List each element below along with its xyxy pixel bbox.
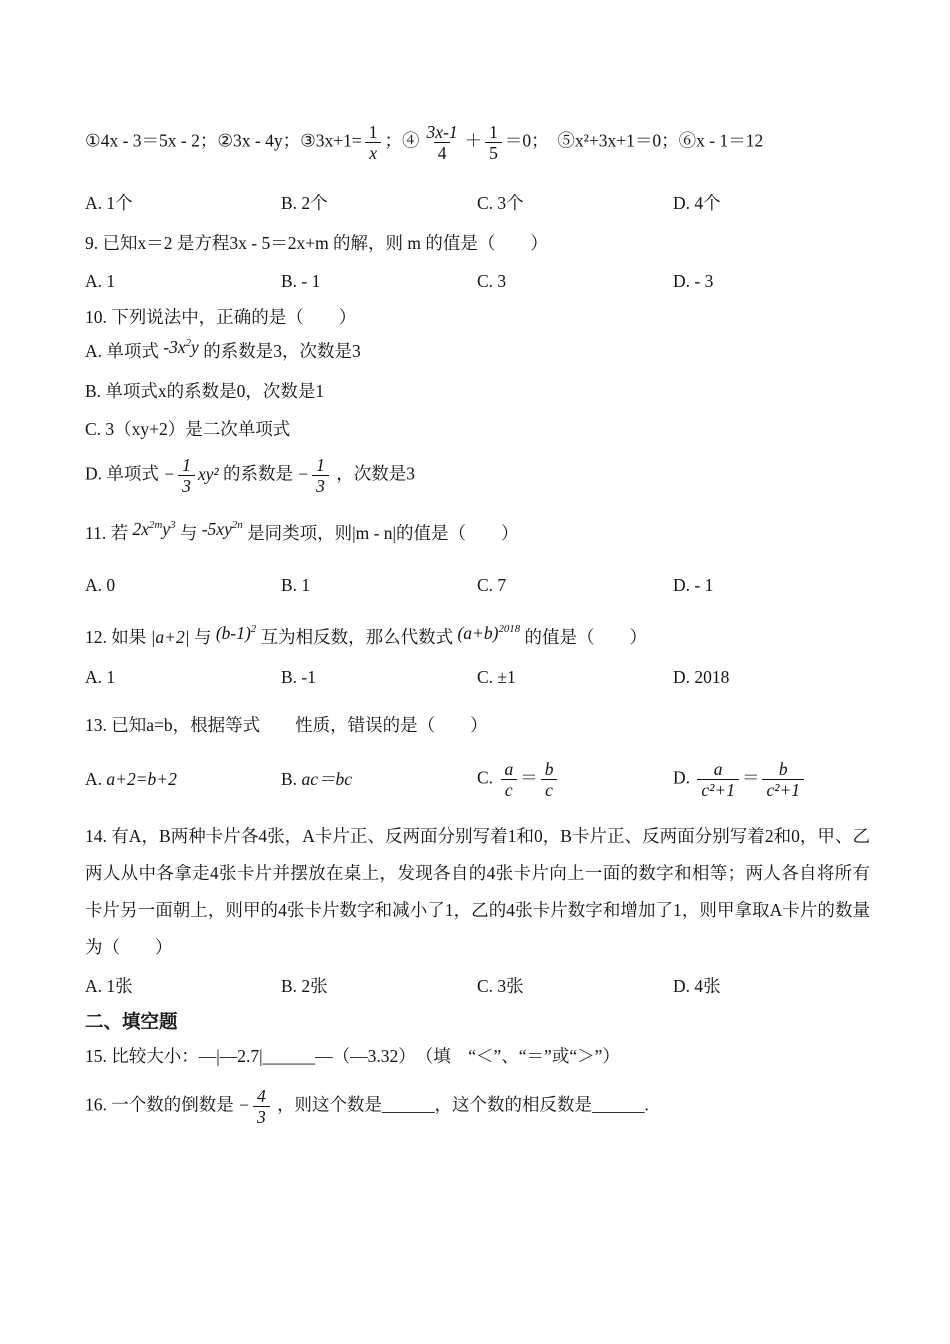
q8-equations-mid2: ＝0； — [504, 130, 558, 151]
question-12-stem — [85, 623, 870, 651]
q12-option-c: C. ±1 — [477, 666, 516, 687]
question-9-stem: 9. 已知x＝2 是方程3x - 5＝2x+m 的解，则 m 的值是（ ） — [85, 233, 548, 254]
question-14-options-row — [85, 972, 870, 1000]
question-12-options-row — [85, 663, 870, 691]
q13-option-a — [85, 765, 281, 793]
question-10-option-c: C. 3（xy+2）是二次单项式 — [85, 419, 291, 440]
equals-sign: ＝ — [520, 767, 538, 788]
q12-option-a: A. 1 — [85, 666, 116, 687]
q10d-suffix: ，次数是3 — [336, 463, 416, 484]
formula-base: (a+b) — [457, 622, 499, 643]
question-10-option-d — [85, 455, 870, 496]
option-label: D. — [673, 767, 695, 788]
fraction-4-over-3 — [253, 1086, 270, 1127]
q11-suffix: 是同类项，则|m - n|的值是（ ） — [247, 522, 519, 543]
section-2-heading: 二、填空题 — [85, 1011, 178, 1033]
q9-option-a: A. 1 — [85, 271, 116, 292]
fraction-1-over-3 — [312, 455, 329, 496]
q16-prefix: 16. 一个数的倒数是 — [85, 1094, 234, 1115]
q12-mid2: 互为相反数，那么代数式 — [260, 626, 454, 647]
question-10-option-a — [85, 337, 870, 365]
formula-neg-5xy2n — [202, 515, 243, 543]
formula-exponent: 3 — [170, 518, 176, 531]
q11-option-c: C. 7 — [477, 574, 507, 595]
q14-option-c: C. 3张 — [477, 976, 524, 997]
q10a-suffix: 的系数是3，次数是3 — [203, 341, 361, 362]
q9-option-b: B. - 1 — [281, 271, 321, 292]
formula-abs-a-plus-2: |a+2| — [150, 626, 190, 647]
q8-option-b: B. 2个 — [281, 193, 328, 214]
q8-option-a: A. 1个 — [85, 193, 133, 214]
q11-option-b: B. 1 — [281, 574, 311, 595]
minus-sign: − — [238, 1094, 250, 1115]
option-label: B. — [281, 769, 302, 790]
formula-exponent: 2n — [231, 518, 243, 531]
fraction-numerator: a — [504, 758, 514, 779]
fraction-denominator: c²+1 — [697, 779, 739, 800]
q9-option-c: C. 3 — [477, 271, 507, 292]
q14-option-d: D. 4张 — [673, 976, 721, 997]
q11-option-a: A. 0 — [85, 574, 116, 595]
question-11-options-row — [85, 571, 870, 599]
fraction-b-over-c — [541, 759, 558, 800]
formula-ac-bc: ac＝bc — [301, 769, 352, 790]
question-8-options-row — [85, 189, 870, 217]
formula-exponent: 2m — [149, 518, 163, 531]
fraction-denominator: 3 — [178, 475, 195, 496]
question-13-options-row — [85, 759, 870, 800]
fraction-denominator: c²+1 — [762, 779, 804, 800]
fraction-numerator: b — [778, 758, 788, 779]
fraction-numerator: 4 — [256, 1085, 266, 1106]
q11-mid: 与 — [179, 522, 198, 543]
q8-option-d: D. 4个 — [673, 193, 721, 214]
fraction-numerator: 1 — [182, 455, 191, 476]
fraction-numerator: a — [713, 758, 723, 779]
formula-base: y — [191, 337, 199, 358]
q14-option-b: B. 2张 — [281, 976, 328, 997]
fraction-denominator: 3 — [312, 475, 329, 496]
fraction-1-over-5 — [485, 122, 502, 163]
formula-tail-xy2: xy² — [197, 463, 219, 484]
question-11-stem — [85, 519, 870, 547]
option-label: C. — [477, 767, 498, 788]
fraction-a-over-c2-plus-1 — [697, 759, 739, 800]
fraction-numerator: 1 — [368, 122, 378, 142]
question-14-stem: 14. 有A，B两种卡片各4张，A卡片正、反两面分别写着1和0，B卡片正、反两面分别写着2和0，甲、乙两人从中各拿走4张卡片并摆放在桌上，发现各自的4张卡片向上一面的数字和相等；两人各自将所有卡片另一面朝上，则甲的4张卡片数字和减小了1，乙的4张卡片数字和增加了1，则甲拿取A卡片的数量为（ ） — [85, 825, 870, 958]
fraction-numerator: 1 — [316, 455, 325, 476]
question-13-stem: 13. 已知a=b，根据等式 性质，错误的是（ ） — [85, 714, 488, 735]
q12-suffix: 的值是（ ） — [524, 626, 647, 647]
q8-option-c: C. 3个 — [477, 193, 524, 214]
q11-prefix: 11. 若 — [85, 522, 129, 543]
fraction-b-over-c2-plus-1 — [762, 759, 804, 800]
q13-option-d — [673, 759, 807, 800]
q12-option-d: D. 2018 — [673, 666, 730, 687]
q12-prefix: 12. 如果 — [85, 626, 147, 647]
q9-option-d: D. - 3 — [673, 271, 714, 292]
formula-neg-one-third-xy2 — [163, 455, 219, 497]
q10d-prefix: D. 单项式 — [85, 463, 159, 484]
fraction-denominator: c — [541, 779, 557, 800]
fraction-a-over-c — [500, 759, 517, 800]
formula-base: 2x — [132, 518, 150, 539]
formula-2x2m-y3 — [132, 515, 175, 543]
fraction-numerator: 1 — [489, 122, 498, 142]
fraction-numerator: b — [544, 758, 554, 779]
formula-a2-b2: a+2=b+2 — [106, 769, 177, 790]
q16-suffix: ，则这个数是______，这个数的相反数是______. — [277, 1094, 649, 1115]
q8-plus-sign: ＋ — [464, 130, 483, 151]
formula-base: -5xy — [201, 518, 232, 539]
formula-base: y — [162, 518, 171, 539]
q8-equations-mid1: ；④ — [384, 130, 420, 151]
formula-neg-four-thirds — [238, 1085, 273, 1127]
formula-exponent: 2 — [250, 622, 257, 635]
fraction-denominator: 3 — [253, 1106, 270, 1127]
option-label: A. — [85, 769, 107, 790]
fraction-denominator: 4 — [434, 142, 451, 163]
q13-option-b — [281, 765, 477, 793]
question-9-options-row — [85, 267, 870, 295]
q8-equations-prefix: ①4x - 3＝5x - 2；②3x - 4y；③3x+1= — [85, 130, 362, 151]
question-10-stem: 10. 下列说法中，正确的是（ ） — [85, 307, 357, 328]
formula-neg-3x2y — [163, 333, 199, 361]
q12-mid1: 与 — [193, 626, 212, 647]
formula-a-plus-b-pow-2018 — [457, 619, 520, 647]
formula-exponent: 2 — [185, 337, 192, 350]
minus-sign: − — [163, 463, 176, 484]
fraction-1-over-3 — [178, 455, 195, 496]
minus-sign: − — [297, 463, 310, 484]
question-10-option-b: B. 单项式x的系数是0，次数是1 — [85, 381, 325, 402]
formula-b-minus-1-squared — [216, 619, 256, 647]
formula-base: (b-1) — [215, 622, 251, 643]
fraction-denominator: 5 — [485, 142, 502, 163]
formula-base: -3x — [163, 337, 186, 358]
question-15-stem: 15. 比较大小：—|—2.7|______—（—3.32） （填 “＜”、“＝”或“＞”） — [85, 1045, 620, 1066]
question-16-stem — [85, 1086, 870, 1127]
fraction-numerator: 3x-1 — [426, 122, 458, 142]
fraction-3x-1-over-4 — [423, 122, 462, 163]
q8-equations-suffix: ⑤x²+3x+1＝0；⑥x - 1＝12 — [557, 130, 764, 151]
q13-option-c — [477, 759, 673, 800]
q14-option-a: A. 1张 — [85, 976, 133, 997]
fraction-denominator: x — [365, 142, 381, 163]
q10a-prefix: A. 单项式 — [85, 341, 159, 362]
fraction-denominator: c — [501, 779, 517, 800]
fraction-1-over-x — [365, 122, 382, 163]
formula-neg-one-third — [297, 455, 332, 497]
q12-option-b: B. -1 — [281, 666, 316, 687]
equals-sign: ＝ — [741, 767, 760, 788]
question-8-equation-list — [85, 122, 870, 163]
q11-option-d: D. - 1 — [673, 574, 714, 595]
formula-exponent: 2018 — [498, 622, 521, 635]
q10d-mid: 的系数是 — [222, 463, 293, 484]
